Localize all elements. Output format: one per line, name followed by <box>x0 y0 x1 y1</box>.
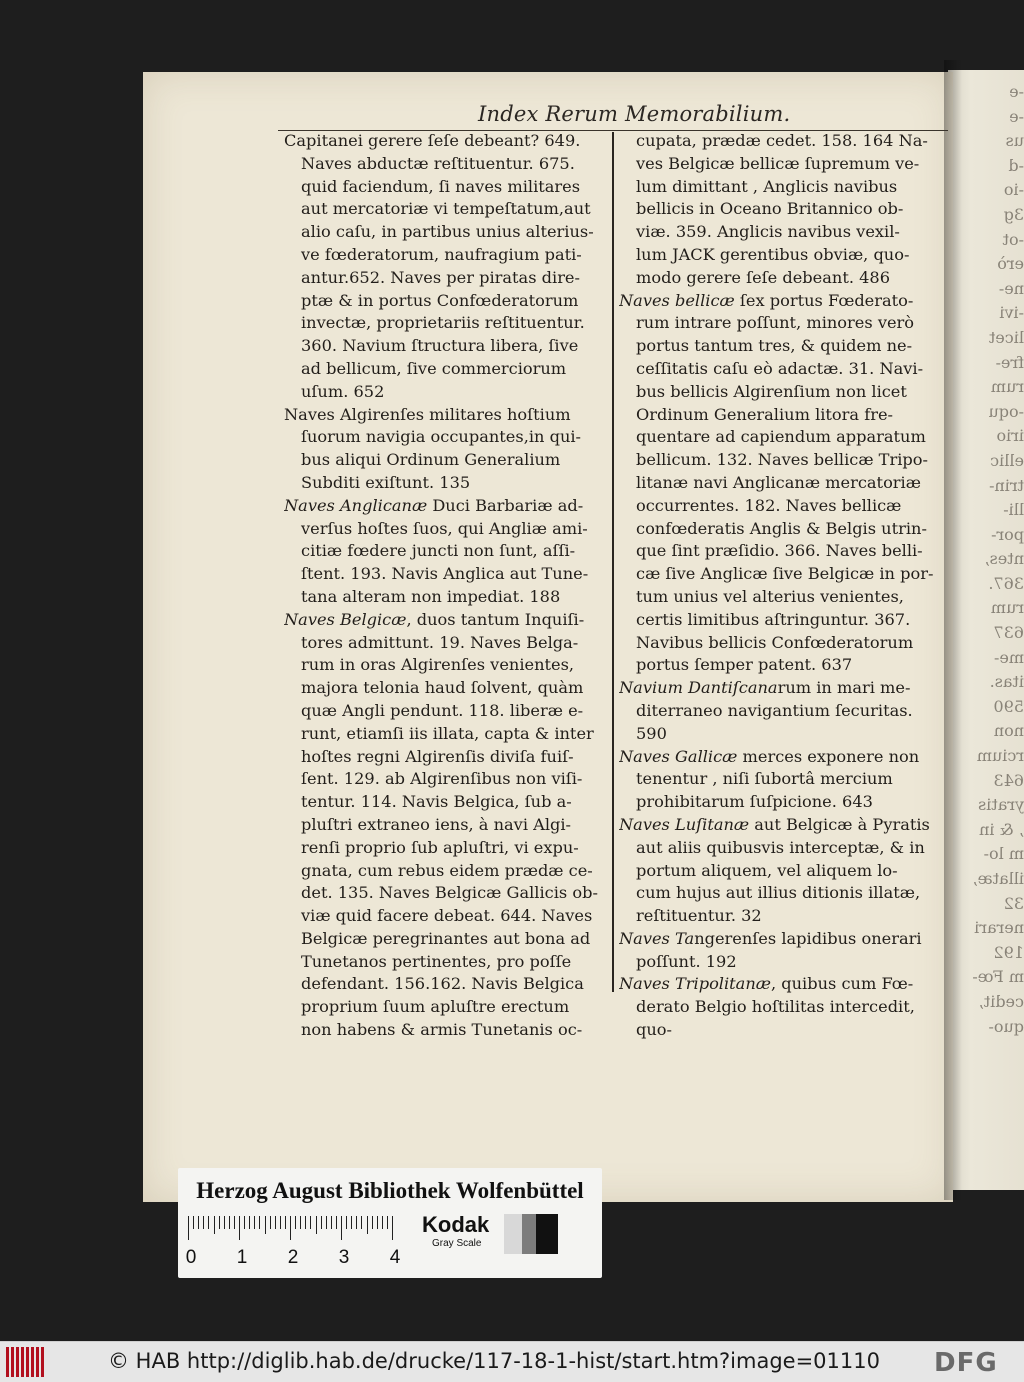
index-line: viæ quid facere debeat. 644. Naves <box>301 906 593 926</box>
index-line: gnata, cum rebus eidem prædæ ce- <box>301 860 593 880</box>
ruler-tick <box>361 1216 362 1229</box>
index-line: aut mercatoriæ vi tempeſtatum,aut <box>301 199 591 219</box>
index-line: portus tantum tres, & quidem ne- <box>636 336 913 356</box>
index-line: tana alteram non impediat. 188 <box>301 586 561 606</box>
index-line: certis limitibus aſtringuntur. 367. <box>636 609 911 629</box>
ruler-tick <box>331 1216 332 1229</box>
index-line: ſtent. 193. Navis Anglica aut Tune- <box>301 564 589 584</box>
hab-logo-icon <box>6 1347 48 1377</box>
hab-logo-bar <box>41 1347 44 1377</box>
kodak-logo: Kodak <box>422 1212 490 1237</box>
index-line: viæ. 359. Anglicis navibus vexil- <box>636 222 900 242</box>
ruler-tick <box>392 1216 393 1240</box>
index-line: Naves Luſitanæ aut Belgicæ à Pyratis <box>619 814 930 834</box>
index-line: Tunetanos pertinentes, pro poſſe <box>301 951 572 971</box>
index-line: ad bellicum, ſive commerciorum <box>301 358 567 378</box>
ruler-tick <box>193 1216 194 1229</box>
index-line: Belgicæ peregrinantes aut bona ad <box>301 928 591 948</box>
ruler-number: 1 <box>236 1247 248 1268</box>
index-line: derato Belgio hoſtilitas intercedit, <box>636 997 915 1017</box>
library-label <box>178 1168 602 1278</box>
index-line: lum JACK gerentibus obviæ, quo- <box>636 244 910 264</box>
index-line: ſent. 129. ab Algirenſibus non viſi- <box>301 769 583 789</box>
index-line: tum unius vel alterius venientes, <box>636 586 904 606</box>
index-line: verſus hoſtes ſuos, qui Angliæ ami- <box>301 518 588 538</box>
index-line: ptæ & in portus Confœderatorum <box>301 290 579 310</box>
index-line: portus ſemper patent. 637 <box>636 655 853 675</box>
running-head: Index Rerum Memorabilium. <box>478 102 791 126</box>
headword: Navium Dantiſcana <box>619 678 778 698</box>
ruler-tick <box>265 1216 266 1234</box>
index-line: cum hujus aut illius ditionis illatæ, <box>636 883 921 903</box>
ruler-tick <box>214 1216 215 1234</box>
headword: Naves Belgicæ <box>284 609 407 629</box>
index-line: det. 135. Naves Belgicæ Gallicis ob- <box>301 883 598 903</box>
ruler-tick <box>316 1216 317 1234</box>
ruler-tick <box>372 1216 373 1229</box>
ruler-tick <box>305 1216 306 1229</box>
ruler-number: 2 <box>287 1247 299 1268</box>
ruler-tick <box>285 1216 286 1229</box>
index-line: ve fœderatorum, naufragium pati- <box>301 244 582 264</box>
gray-patch-dark <box>536 1214 558 1254</box>
library-name: Herzog August Bibliothek Wolfenbüttel <box>196 1178 584 1203</box>
ruler-tick <box>244 1216 245 1229</box>
index-line: proprium ſuum apluſtre erectum <box>301 997 570 1017</box>
ruler-tick <box>356 1216 357 1229</box>
ruler-tick <box>203 1216 204 1229</box>
index-line: Ordinum Generalium litora fre- <box>636 404 893 424</box>
index-line: Naves Algirenſes militares hoſtium <box>284 404 571 424</box>
index-line: diterraneo navigantium ſecuritas. <box>636 700 913 720</box>
index-line: poſſunt. 192 <box>636 951 737 971</box>
ruler-tick <box>239 1216 240 1240</box>
index-line: cæ ſive Anglicæ ſive Belgicæ in por- <box>636 564 934 584</box>
hab-logo-bar <box>26 1347 29 1377</box>
ruler-tick <box>290 1216 291 1240</box>
index-line: 590 <box>636 723 667 743</box>
index-line: bellicis in Oceano Britannico ob- <box>636 199 904 219</box>
gray-scale-patches <box>504 1214 564 1254</box>
index-line: lum dimittant , Anglicis navibus <box>636 176 898 196</box>
index-line: bellicum. 132. Naves bellicæ Tripo- <box>636 450 928 470</box>
index-line: occurrentes. 182. Naves bellicæ <box>636 495 902 515</box>
ruler-tick <box>224 1216 225 1229</box>
index-line: ceſſitatis caſu eò adactæ. 31. Navi- <box>636 358 924 378</box>
gray-patch-light <box>504 1214 522 1254</box>
ruler-tick <box>259 1216 260 1229</box>
ruler-tick <box>321 1216 322 1229</box>
index-line: rum intrare poſſunt, minores verò <box>636 313 915 333</box>
index-line: modo gerere ſeſe debeant. 486 <box>636 267 891 287</box>
hab-logo-bar <box>6 1347 9 1377</box>
index-line: Capitanei gerere ſeſe debeant? 649. <box>284 131 581 150</box>
index-line: tentur. 114. Navis Belgica, ſub a- <box>301 792 572 812</box>
hab-logo-bar <box>31 1347 34 1377</box>
ruler-tick <box>387 1216 388 1229</box>
ruler-number: 3 <box>338 1247 350 1268</box>
ruler-tick <box>351 1216 352 1229</box>
index-line: quo- <box>636 1020 673 1040</box>
index-line: bus aliqui Ordinum Generalium <box>301 450 561 470</box>
index-line: runt, etiamſi iis illata, capta & inter <box>301 723 594 743</box>
index-line: Navibus bellicis Confœderatorum <box>636 632 914 652</box>
index-line: antur.652. Naves per piratas dire- <box>301 267 580 287</box>
ruler-tick <box>208 1216 209 1229</box>
headword: Naves Luſitanæ <box>619 814 750 834</box>
hab-logo-bar <box>36 1347 39 1377</box>
index-line: non habens & armis Tunetanis oc- <box>301 1020 583 1040</box>
index-line: pluſtri extraneo iens, à navi Algi- <box>301 814 572 834</box>
ruler-tick <box>377 1216 378 1229</box>
index-line: Naves Gallicæ merces exponere non <box>619 746 920 766</box>
index-line: Subditi exiſtunt. 135 <box>301 472 471 492</box>
index-line: Naves Belgicæ, duos tantum Inquiſi- <box>284 609 585 629</box>
index-line: tenentur , niſi ſubortâ mercium <box>636 769 893 789</box>
headword: Naves Gallicæ <box>619 746 738 766</box>
index-line: renſi proprio ſub apluſtri, vi expu- <box>301 837 579 857</box>
dfg-logo: DFG <box>934 1348 998 1378</box>
column-divider <box>612 132 614 992</box>
index-line: quentare ad capiendum apparatum <box>636 427 926 447</box>
ruler-tick <box>275 1216 276 1229</box>
index-line: litanæ navi Anglicanæ mercatoriæ <box>636 472 921 492</box>
index-line: quid faciendum, ſi naves militares <box>301 176 581 196</box>
next-page-bleed-text: -e -e us -d -io 3g -ot erò ne- -ivi licet fre- rum -oqu irio ellic trin- lli- por- ntes, 367. rum 637 me- itas. 590 non rcium 643 yratis , & in m lo- illatæ, 32 nerari 192 m Fœ- cedit, quo- <box>972 82 1024 1036</box>
permalink-text[interactable]: © HAB http://diglib.hab.de/drucke/117-18-1-hist/start.htm?image=01110 <box>108 1349 880 1373</box>
ruler-tick <box>367 1216 368 1234</box>
index-line: Naves Tripolitanæ, quibus cum Fœ- <box>619 974 914 994</box>
headword: Naves Anglicanæ <box>284 495 428 515</box>
index-column-left <box>284 130 608 1042</box>
ruler-tick <box>280 1216 281 1229</box>
ruler-tick <box>229 1216 230 1229</box>
ruler-tick <box>249 1216 250 1229</box>
ruler-tick <box>346 1216 347 1229</box>
hab-logo-bar <box>16 1347 19 1377</box>
index-line: Naves Anglicanæ Duci Barbariæ ad- <box>284 495 584 515</box>
index-line: defendant. 156.162. Navis Belgica <box>301 974 584 994</box>
ruler-tick <box>295 1216 296 1229</box>
index-line: Naves Tangerenſes lapidibus onerari <box>619 928 922 948</box>
index-line: majora telonia haud ſolvent, quàm <box>301 678 584 698</box>
index-line: 360. Navium ſtructura libera, ſive <box>301 336 579 356</box>
index-line: que ſint præſidio. 366. Naves belli- <box>636 541 923 561</box>
ruler-tick <box>382 1216 383 1229</box>
ruler-number: 4 <box>389 1247 401 1268</box>
ruler-tick <box>300 1216 301 1229</box>
index-line: reſtituentur. 32 <box>636 906 762 926</box>
hab-logo-bar <box>21 1347 24 1377</box>
index-line: citiæ fœdere juncti non ſunt, aſſi- <box>301 541 576 561</box>
scale-ruler <box>188 1216 404 1240</box>
gray-patch-mid <box>522 1214 536 1254</box>
ruler-number: 0 <box>185 1247 197 1268</box>
headword: Naves Tripolitanæ <box>619 974 771 994</box>
ruler-tick <box>270 1216 271 1229</box>
index-line: bus bellicis Algirenſium non licet <box>636 381 907 401</box>
index-line: aut aliis quibusvis interceptæ, & in <box>636 837 925 857</box>
index-column-right <box>619 130 946 1042</box>
ruler-tick <box>326 1216 327 1229</box>
index-line: hoſtes regni Algirenſis diviſa fuiſ- <box>301 746 574 766</box>
ruler-tick <box>341 1216 342 1240</box>
index-line: ves Belgicæ bellicæ ſupremum ve- <box>636 153 920 173</box>
index-line: uſum. 652 <box>301 381 385 401</box>
hab-logo-bar <box>11 1347 14 1377</box>
ruler-tick <box>254 1216 255 1229</box>
index-line: invectæ, proprietariis reſtituentur. <box>301 313 585 333</box>
index-line: portum aliquem, vel aliquem lo- <box>636 860 898 880</box>
ruler-tick <box>310 1216 311 1229</box>
index-line: Navium Dantiſcanarum in mari me- <box>619 678 911 698</box>
index-line: tores admittunt. 19. Naves Belga- <box>301 632 579 652</box>
index-line: Naves bellicæ ſex portus Fœderato- <box>619 290 914 310</box>
ruler-tick <box>336 1216 337 1229</box>
headword: Naves bellicæ <box>619 290 735 310</box>
index-line: ſuorum navigia occupantes,in qui- <box>301 427 582 447</box>
index-line: cupata, prædæ cedet. 158. 164 Na- <box>636 131 928 150</box>
gutter-shadow <box>944 60 962 1200</box>
index-line: alio caſu, in partibus unius alterius- <box>301 222 594 242</box>
headword: Naves Ta <box>619 928 695 948</box>
ruler-tick <box>188 1216 189 1240</box>
index-line: Naves abductæ reſtituentur. 675. <box>301 153 575 173</box>
footer-bar <box>0 1341 1024 1382</box>
ruler-tick <box>198 1216 199 1229</box>
index-line: quæ Angli pendunt. 118. liberæ e- <box>301 700 584 720</box>
index-line: confœderatis Anglis & Belgis utrin- <box>636 518 927 538</box>
index-line: prohibitarum ſuſpicione. 643 <box>636 792 873 812</box>
ruler-tick <box>219 1216 220 1229</box>
ruler-tick <box>234 1216 235 1229</box>
index-line: rum in oras Algirenſes venientes, <box>301 655 575 675</box>
gray-scale-caption: Gray Scale <box>432 1238 482 1249</box>
